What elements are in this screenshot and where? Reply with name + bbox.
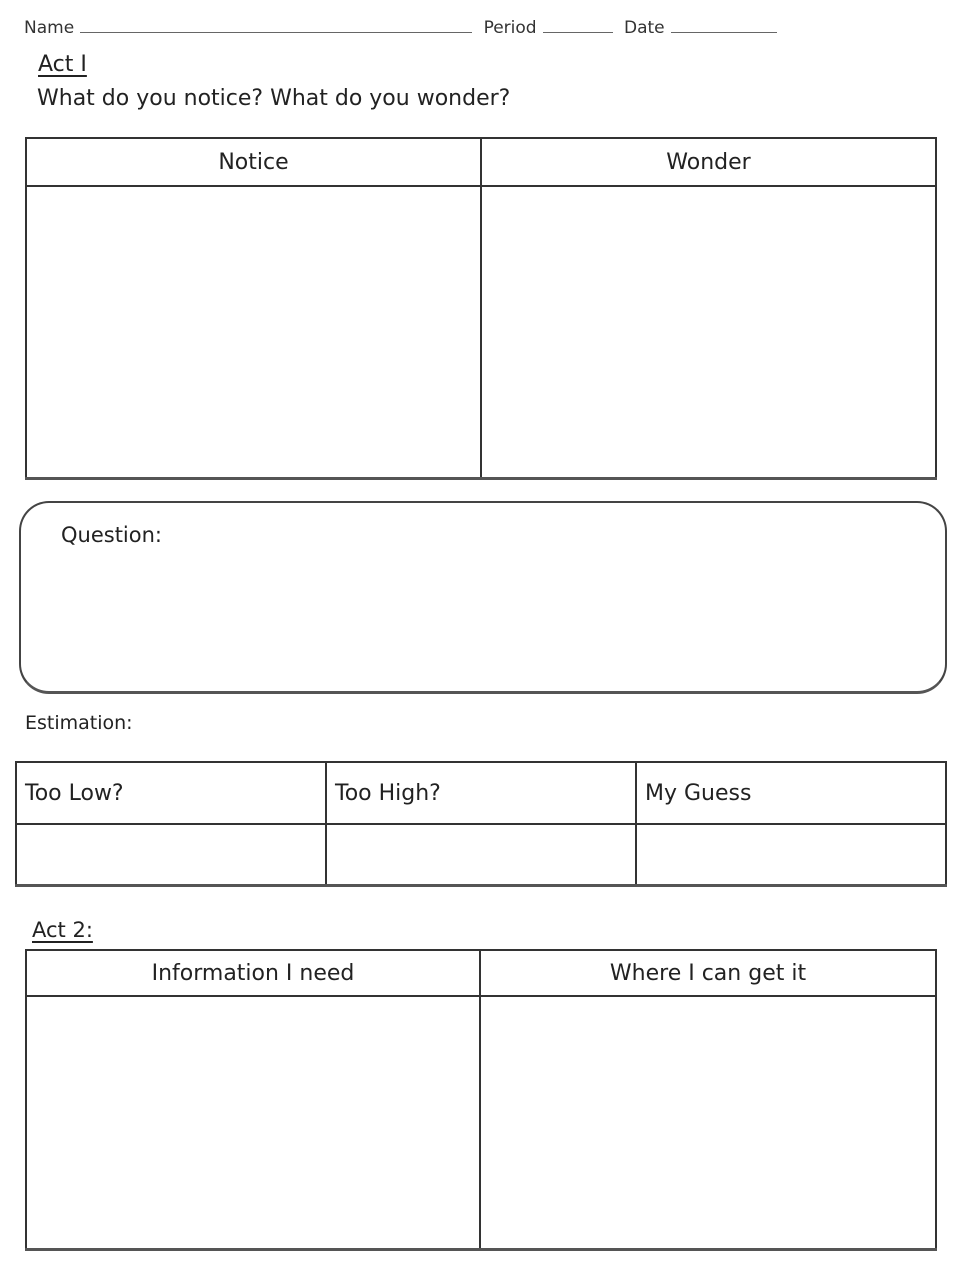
question-label: Question:: [61, 523, 163, 547]
too-low-cell[interactable]: [16, 824, 326, 885]
header-fields: [24, 18, 783, 38]
too-high-cell[interactable]: [326, 824, 636, 885]
estimation-table: [15, 761, 947, 887]
name-label: Name: [24, 18, 75, 38]
my-guess-header: My Guess: [636, 762, 946, 824]
too-high-header: Too High?: [326, 762, 636, 824]
date-field[interactable]: [671, 31, 777, 33]
question-box[interactable]: [19, 501, 947, 694]
too-low-header: Too Low?: [16, 762, 326, 824]
notice-header: Notice: [26, 138, 481, 186]
information-cell[interactable]: [26, 996, 480, 1249]
act1-prompt: What do you notice? What do you wonder?: [37, 86, 511, 111]
act1-title: Act I: [38, 52, 87, 77]
my-guess-cell[interactable]: [636, 824, 946, 885]
period-label: Period: [483, 18, 537, 38]
notice-cell[interactable]: [26, 186, 481, 478]
act2-title: Act 2:: [32, 918, 93, 942]
estimation-label: Estimation:: [25, 712, 133, 734]
wonder-cell[interactable]: [481, 186, 936, 478]
name-field[interactable]: [80, 31, 472, 33]
period-field[interactable]: [543, 31, 613, 33]
information-table: [25, 949, 937, 1251]
notice-wonder-table: [25, 137, 937, 480]
wonder-header: Wonder: [481, 138, 936, 186]
where-header: Where I can get it: [480, 950, 936, 996]
date-label: Date: [623, 18, 665, 38]
where-cell[interactable]: [480, 996, 936, 1249]
information-header: Information I need: [26, 950, 480, 996]
